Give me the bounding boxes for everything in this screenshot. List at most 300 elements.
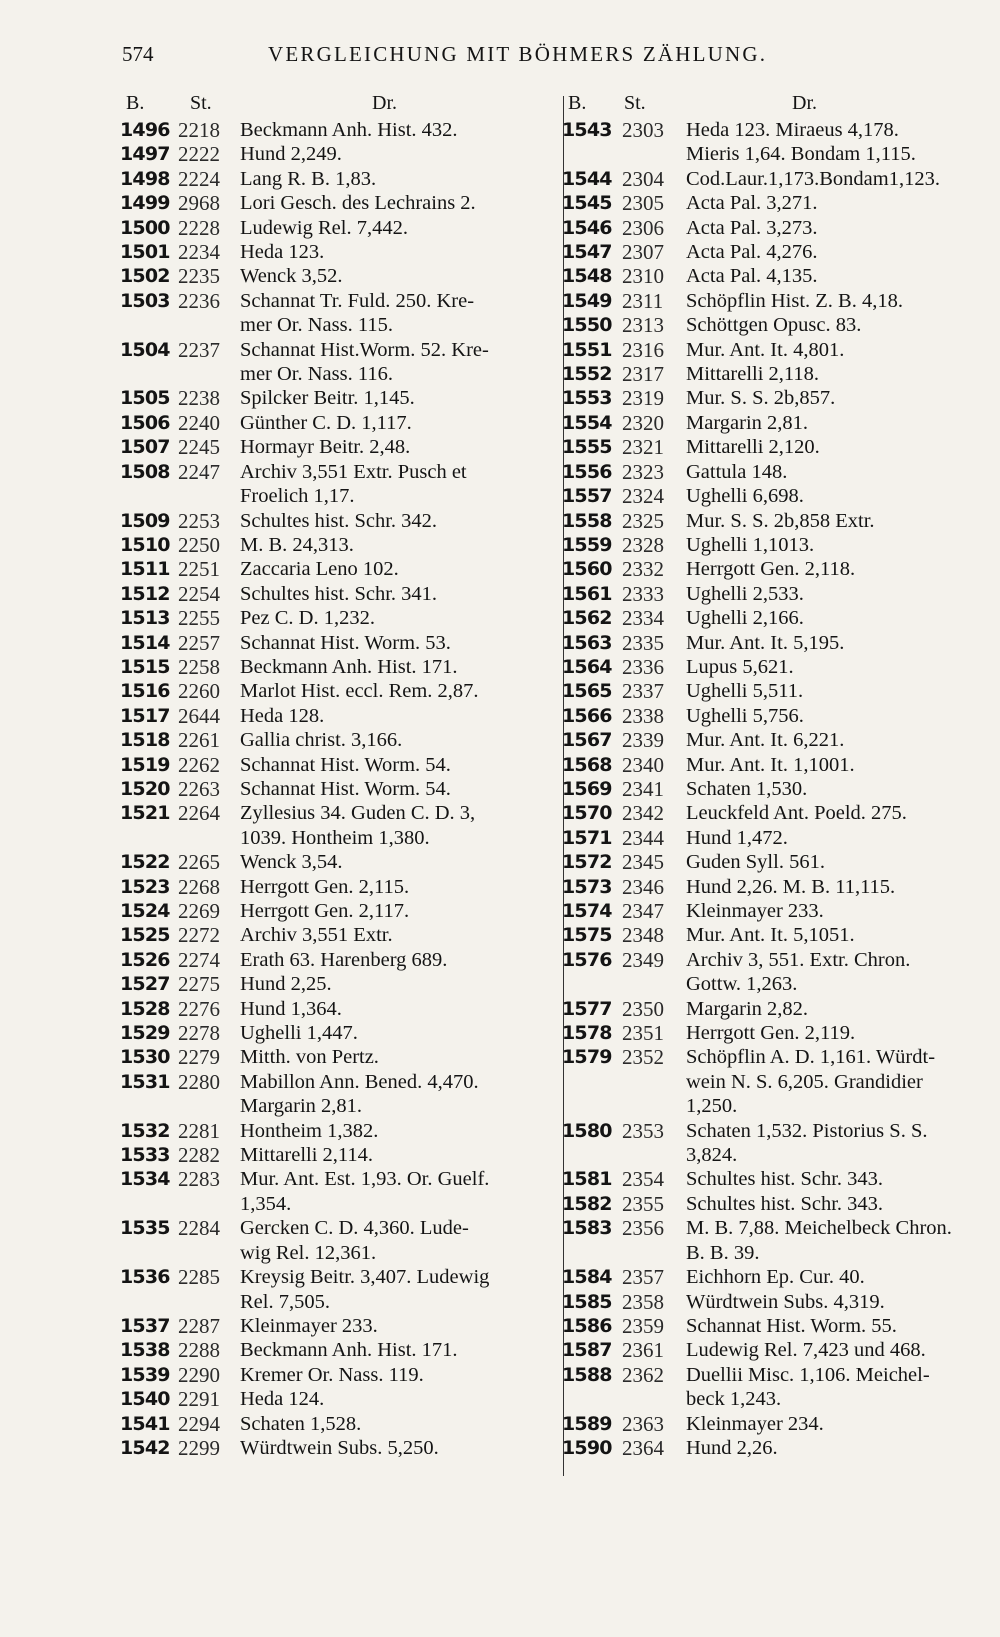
reference-text: Würdtwein Subs. 5,250.	[240, 1436, 439, 1459]
reference-text: Hund 2,25.	[240, 973, 332, 996]
reference-text: Lupus 5,621.	[686, 655, 794, 678]
list-item	[120, 411, 560, 435]
stumpf-number: 2261	[178, 728, 220, 753]
boehmer-number: 1522	[120, 851, 170, 874]
reference-text: Ughelli 2,533.	[686, 582, 804, 605]
boehmer-number: 1569	[562, 777, 612, 800]
reference-text: Schannat Hist. Worm. 54.	[240, 777, 451, 800]
boehmer-number: 1561	[562, 582, 612, 605]
stumpf-number: 2351	[622, 1021, 664, 1046]
list-item	[562, 362, 982, 386]
list-item	[120, 1216, 560, 1265]
reference-text: Mittarelli 2,114.	[240, 1144, 374, 1167]
stumpf-number: 2321	[622, 435, 664, 460]
stumpf-number: 2348	[622, 923, 664, 948]
boehmer-number: 1590	[562, 1436, 612, 1459]
list-item	[120, 679, 560, 703]
list-item	[562, 1167, 982, 1191]
stumpf-number: 2338	[622, 703, 664, 728]
stumpf-number: 2336	[622, 654, 664, 679]
boehmer-number: 1523	[120, 875, 170, 898]
list-item	[120, 923, 560, 947]
reference-text: Ughelli 1,447.	[240, 1022, 358, 1045]
boehmer-number: 1509	[120, 509, 170, 532]
reference-text: Herrgott Gen. 2,119.	[686, 1022, 856, 1045]
boehmer-number: 1551	[562, 338, 612, 361]
reference-text: Hund 2,249.	[240, 143, 342, 166]
boehmer-number: 1574	[562, 900, 612, 922]
boehmer-number: 1566	[562, 704, 612, 727]
list-item	[562, 1216, 982, 1265]
stumpf-number: 2303	[622, 118, 664, 142]
stumpf-number: 2276	[178, 996, 220, 1021]
reference-text: Lang R. B. 1,83.	[240, 167, 377, 190]
boehmer-number: 1584	[562, 1266, 612, 1289]
list-item	[120, 704, 560, 728]
boehmer-number: 1542	[120, 1436, 170, 1459]
reference-text: Acta Pal. 4,135.	[686, 265, 818, 288]
list-item	[562, 509, 982, 533]
stumpf-number: 2290	[178, 1362, 220, 1387]
stumpf-number: 2269	[178, 899, 220, 923]
boehmer-number: 1570	[562, 802, 612, 825]
stumpf-number: 2240	[178, 410, 220, 435]
boehmer-number: 1511	[120, 558, 170, 581]
boehmer-number: 1534	[120, 1168, 170, 1191]
stumpf-number: 2361	[622, 1338, 664, 1363]
list-item	[562, 631, 982, 655]
reference-text: Schultes hist. Schr. 343.	[686, 1192, 884, 1215]
stumpf-number: 2344	[622, 825, 664, 850]
stumpf-number: 2250	[178, 532, 220, 557]
stumpf-number: 2253	[178, 508, 220, 533]
reference-text: Mittarelli 2,118.	[686, 363, 820, 386]
reference-text: Ughelli 2,166.	[686, 607, 804, 630]
stumpf-number: 2320	[622, 410, 664, 435]
list-item	[562, 1338, 982, 1362]
stumpf-number: 2258	[178, 654, 220, 679]
stumpf-number: 2282	[178, 1143, 220, 1168]
stumpf-number: 2268	[178, 874, 220, 899]
reference-text: Schaten 1,532. Pistorius S. S. 3,824.	[686, 1119, 928, 1167]
stumpf-number: 2224	[178, 166, 220, 191]
list-item	[562, 386, 982, 410]
stumpf-number: 2257	[178, 630, 220, 655]
list-item	[562, 777, 982, 801]
reference-text: Günther C. D. 1,117.	[240, 411, 412, 434]
running-title: VERGLEICHUNG MIT BÖHMERS ZÄHLUNG.	[268, 42, 768, 66]
header-st: St.	[624, 92, 646, 114]
boehmer-number: 1510	[120, 533, 170, 556]
boehmer-number: 1567	[562, 729, 612, 752]
reference-text: Marlot Hist. eccl. Rem. 2,87.	[240, 680, 479, 703]
reference-text: Ughelli 5,756.	[686, 704, 804, 727]
boehmer-number: 1504	[120, 338, 170, 361]
stumpf-number: 2275	[178, 972, 220, 997]
list-item	[120, 435, 560, 459]
list-item	[120, 753, 560, 777]
boehmer-number: 1546	[562, 216, 612, 239]
stumpf-number: 2251	[178, 557, 220, 582]
reference-text: Wenck 3,52.	[240, 265, 343, 288]
list-item	[562, 191, 982, 215]
header-b: B.	[126, 92, 145, 114]
reference-text: Kreysig Beitr. 3,407. Ludewig Rel. 7,505.	[240, 1266, 490, 1313]
boehmer-number: 1532	[120, 1119, 170, 1142]
boehmer-number: 1549	[562, 289, 612, 312]
boehmer-number: 1587	[562, 1339, 612, 1362]
stumpf-number: 2340	[622, 752, 664, 777]
list-item	[562, 460, 982, 484]
list-item	[562, 753, 982, 777]
stumpf-number: 2279	[178, 1045, 220, 1070]
list-item	[562, 557, 982, 581]
boehmer-number: 1527	[120, 973, 170, 996]
boehmer-number: 1540	[120, 1388, 170, 1411]
boehmer-number: 1505	[120, 387, 170, 410]
reference-text: Margarin 2,82.	[686, 997, 809, 1020]
list-item	[120, 1387, 560, 1411]
reference-text: Schultes hist. Schr. 341.	[240, 582, 438, 605]
boehmer-number: 1521	[120, 802, 170, 825]
reference-text: Schannat Hist. Worm. 53.	[240, 631, 451, 654]
stumpf-number: 2342	[622, 801, 664, 826]
boehmer-number: 1586	[562, 1314, 612, 1337]
list-item	[562, 484, 982, 508]
list-item	[120, 191, 560, 215]
right-entry-list	[562, 118, 982, 1460]
reference-text: Heda 123. Miraeus 4,178. Mieris 1,64. Bondam 1,115.	[686, 119, 916, 166]
reference-text: Schannat Hist. Worm. 54.	[240, 753, 451, 776]
list-item	[120, 1412, 560, 1436]
list-item	[562, 1363, 982, 1412]
list-item	[120, 264, 560, 288]
reference-text: Lori Gesch. des Lechrains 2.	[240, 192, 476, 215]
reference-text: Schaten 1,530.	[686, 777, 808, 800]
stumpf-number: 2274	[178, 947, 220, 972]
boehmer-number: 1585	[562, 1290, 612, 1313]
boehmer-number: 1537	[120, 1314, 170, 1337]
stumpf-number: 2281	[178, 1118, 220, 1143]
boehmer-number: 1517	[120, 704, 170, 727]
reference-text: Hund 2,26. M. B. 11,115.	[686, 875, 896, 898]
boehmer-number: 1580	[562, 1119, 612, 1142]
stumpf-number: 2347	[622, 899, 664, 923]
boehmer-number: 1530	[120, 1046, 170, 1069]
list-item	[120, 533, 560, 557]
reference-text: Heda 124.	[240, 1388, 325, 1411]
list-item	[562, 1021, 982, 1045]
list-item	[562, 216, 982, 240]
reference-text: M. B. 24,313.	[240, 533, 354, 556]
stumpf-number: 2364	[622, 1435, 664, 1460]
header-dr: Dr.	[372, 92, 397, 114]
list-item	[562, 1045, 982, 1118]
boehmer-number: 1558	[562, 509, 612, 532]
boehmer-number: 1555	[562, 436, 612, 459]
stumpf-number: 2319	[622, 386, 664, 411]
reference-text: Schannat Tr. Fuld. 250. Kre- mer Or. Nass. 115.	[240, 289, 475, 337]
stumpf-number: 2245	[178, 435, 220, 460]
reference-text: Ludewig Rel. 7,423 und 468.	[686, 1339, 926, 1362]
boehmer-number: 1497	[120, 143, 170, 166]
reference-text: Heda 123.	[240, 241, 325, 264]
reference-text: Hund 1,364.	[240, 997, 342, 1020]
list-item	[120, 1021, 560, 1045]
boehmer-number: 1589	[562, 1412, 612, 1435]
reference-text: Gallia christ. 3,166.	[240, 729, 403, 752]
list-item	[120, 1265, 560, 1314]
stumpf-number: 2316	[622, 337, 664, 362]
stumpf-number: 2352	[622, 1045, 664, 1070]
reference-text: Schaten 1,528.	[240, 1412, 362, 1435]
reference-text: Zaccaria Leno 102.	[240, 558, 399, 581]
list-item	[562, 167, 982, 191]
stumpf-number: 2236	[178, 288, 220, 313]
stumpf-number: 2310	[622, 264, 664, 289]
reference-text: Schöpflin Hist. Z. B. 4,18.	[686, 289, 903, 312]
list-item	[120, 1070, 560, 1119]
reference-text: Zyllesius 34. Guden C. D. 3, 1039. Hontheim 1,380.	[240, 802, 476, 849]
stumpf-number: 2353	[622, 1118, 664, 1143]
list-item	[120, 631, 560, 655]
stumpf-number: 2335	[622, 630, 664, 655]
stumpf-number: 2363	[622, 1411, 664, 1436]
stumpf-number: 2356	[622, 1216, 664, 1241]
reference-text: Mitth. von Pertz.	[240, 1046, 379, 1069]
reference-text: Acta Pal. 3,273.	[686, 216, 818, 239]
boehmer-number: 1563	[562, 631, 612, 654]
list-item	[562, 728, 982, 752]
boehmer-number: 1528	[120, 997, 170, 1020]
boehmer-number: 1515	[120, 655, 170, 678]
reference-text: Schultes hist. Schr. 343.	[686, 1168, 884, 1191]
list-item	[120, 972, 560, 996]
list-item	[562, 118, 982, 167]
list-item	[120, 460, 560, 509]
list-item	[120, 118, 560, 142]
reference-text: Leuckfeld Ant. Poeld. 275.	[686, 802, 907, 825]
reference-text: Margarin 2,81.	[686, 411, 809, 434]
list-item	[120, 1167, 560, 1216]
list-item	[120, 948, 560, 972]
list-item	[562, 875, 982, 899]
reference-text: Mur. Ant. It. 1,1001.	[686, 753, 855, 776]
page-number: 574	[122, 42, 154, 66]
boehmer-number: 1583	[562, 1217, 612, 1240]
list-item	[120, 606, 560, 630]
list-item	[120, 216, 560, 240]
stumpf-number: 2359	[622, 1313, 664, 1338]
boehmer-number: 1538	[120, 1339, 170, 1362]
stumpf-number: 2305	[622, 191, 664, 216]
stumpf-number: 2349	[622, 947, 664, 972]
stumpf-number: 2304	[622, 166, 664, 191]
list-item	[120, 289, 560, 338]
boehmer-number: 1545	[562, 192, 612, 215]
list-item	[562, 435, 982, 459]
boehmer-number: 1575	[562, 924, 612, 947]
boehmer-number: 1588	[562, 1363, 612, 1386]
reference-text: Beckmann Anh. Hist. 432.	[240, 119, 458, 141]
list-item	[562, 679, 982, 703]
reference-text: Herrgott Gen. 2,118.	[686, 558, 856, 581]
boehmer-number: 1560	[562, 558, 612, 581]
list-item	[562, 1265, 982, 1289]
stumpf-number: 2264	[178, 801, 220, 826]
list-item	[562, 1290, 982, 1314]
reference-text: Schultes hist. Schr. 342.	[240, 509, 438, 532]
reference-text: Ludewig Rel. 7,442.	[240, 216, 408, 239]
stumpf-number: 2362	[622, 1362, 664, 1387]
list-item	[562, 313, 982, 337]
stumpf-number: 2354	[622, 1167, 664, 1192]
stumpf-number: 2332	[622, 557, 664, 582]
reference-text: Hontheim 1,382.	[240, 1119, 379, 1142]
boehmer-number: 1503	[120, 289, 170, 312]
list-item	[120, 655, 560, 679]
stumpf-number: 2968	[178, 191, 220, 216]
stumpf-number: 2280	[178, 1069, 220, 1094]
boehmer-number: 1536	[120, 1266, 170, 1289]
boehmer-number: 1572	[562, 851, 612, 874]
boehmer-number: 1529	[120, 1022, 170, 1045]
stumpf-number: 2307	[622, 240, 664, 265]
boehmer-number: 1526	[120, 948, 170, 971]
stumpf-number: 2334	[622, 606, 664, 631]
left-entry-list	[120, 118, 560, 1460]
boehmer-number: 1520	[120, 777, 170, 800]
stumpf-number: 2285	[178, 1265, 220, 1290]
list-item	[562, 801, 982, 825]
stumpf-number: 2222	[178, 142, 220, 167]
reference-text: Mittarelli 2,120.	[686, 436, 820, 459]
stumpf-number: 2272	[178, 923, 220, 948]
boehmer-number: 1498	[120, 167, 170, 190]
reference-text: Herrgott Gen. 2,115.	[240, 875, 410, 898]
stumpf-number: 2337	[622, 679, 664, 704]
list-item	[120, 509, 560, 533]
reference-text: Ughelli 5,511.	[686, 680, 804, 703]
stumpf-number: 2299	[178, 1435, 220, 1460]
header-st: St.	[190, 92, 212, 114]
reference-text: Eichhorn Ep. Cur. 40.	[686, 1266, 865, 1289]
list-item	[120, 142, 560, 166]
stumpf-number: 2262	[178, 752, 220, 777]
boehmer-number: 1524	[120, 900, 170, 922]
list-item	[562, 655, 982, 679]
list-item	[120, 997, 560, 1021]
stumpf-number: 2350	[622, 996, 664, 1021]
list-item	[562, 1436, 982, 1460]
stumpf-number: 2345	[622, 850, 664, 875]
reference-text: Cod.Laur.1,173.Bondam1,123.	[686, 167, 940, 190]
stumpf-number: 2228	[178, 215, 220, 240]
reference-text: Mur. S. S. 2b,857.	[686, 387, 836, 410]
boehmer-number: 1543	[562, 119, 612, 141]
reference-text: Ughelli 1,1013.	[686, 533, 815, 556]
stumpf-number: 2287	[178, 1313, 220, 1338]
boehmer-number: 1548	[562, 265, 612, 288]
reference-text: Archiv 3, 551. Extr. Chron. Gottw. 1,263.	[686, 948, 911, 996]
list-item	[562, 826, 982, 850]
stumpf-number: 2265	[178, 850, 220, 875]
reference-text: Acta Pal. 3,271.	[686, 192, 818, 215]
list-item	[562, 533, 982, 557]
reference-text: Schöpflin A. D. 1,161. Würdt- wein N. S. 6,205. Grandidier 1,250.	[686, 1046, 936, 1118]
list-item	[562, 923, 982, 947]
list-item	[120, 1363, 560, 1387]
list-item	[562, 704, 982, 728]
boehmer-number: 1565	[562, 680, 612, 703]
stumpf-number: 2346	[622, 874, 664, 899]
list-item	[120, 386, 560, 410]
reference-text: Gercken C. D. 4,360. Lude- wig Rel. 12,361.	[240, 1217, 469, 1264]
reference-text: Schannat Hist.Worm. 52. Kre- mer Or. Nass. 116.	[240, 338, 489, 386]
reference-text: Mur. Ant. It. 5,1051.	[686, 924, 855, 947]
list-item	[120, 850, 560, 874]
stumpf-number: 2311	[622, 288, 664, 313]
list-item	[120, 240, 560, 264]
list-item	[562, 899, 982, 923]
list-item	[562, 1119, 982, 1168]
boehmer-number: 1571	[562, 826, 612, 849]
reference-text: M. B. 7,88. Meichelbeck Chron. B. B. 39.	[686, 1217, 952, 1264]
reference-text: Ughelli 6,698.	[686, 485, 804, 508]
reference-text: Kremer Or. Nass. 119.	[240, 1363, 424, 1386]
boehmer-number: 1578	[562, 1022, 612, 1045]
reference-text: Beckmann Anh. Hist. 171.	[240, 655, 458, 678]
stumpf-number: 2263	[178, 776, 220, 801]
reference-text: Kleinmayer 233.	[686, 900, 824, 922]
boehmer-number: 1562	[562, 607, 612, 630]
list-item	[562, 338, 982, 362]
boehmer-number: 1552	[562, 363, 612, 386]
boehmer-number: 1496	[120, 119, 170, 141]
reference-text: Mabillon Ann. Bened. 4,470. Margarin 2,81.	[240, 1070, 479, 1118]
boehmer-number: 1502	[120, 265, 170, 288]
stumpf-number: 2339	[622, 728, 664, 753]
list-item	[120, 1314, 560, 1338]
reference-text: Mur. Ant. Est. 1,93. Or. Guelf. 1,354.	[240, 1168, 490, 1215]
list-item	[562, 948, 982, 997]
reference-text: Hund 2,26.	[686, 1436, 778, 1459]
list-item	[562, 1314, 982, 1338]
reference-text: Spilcker Beitr. 1,145.	[240, 387, 415, 410]
boehmer-number: 1576	[562, 948, 612, 971]
list-item	[562, 240, 982, 264]
boehmer-number: 1564	[562, 655, 612, 678]
boehmer-number: 1516	[120, 680, 170, 703]
reference-text: Gattula 148.	[686, 460, 788, 483]
stumpf-number: 2317	[622, 362, 664, 387]
list-item	[120, 1338, 560, 1362]
left-column	[120, 92, 560, 1460]
boehmer-number: 1533	[120, 1144, 170, 1167]
boehmer-number: 1501	[120, 241, 170, 264]
stumpf-number: 2291	[178, 1387, 220, 1412]
stumpf-number: 2294	[178, 1411, 220, 1436]
list-item	[120, 582, 560, 606]
boehmer-number: 1557	[562, 485, 612, 508]
stumpf-number: 2254	[178, 581, 220, 606]
reference-text: Kleinmayer 234.	[686, 1412, 824, 1435]
boehmer-number: 1559	[562, 533, 612, 556]
stumpf-number: 2358	[622, 1289, 664, 1314]
stumpf-number: 2324	[622, 484, 664, 509]
stumpf-number: 2260	[178, 679, 220, 704]
boehmer-number: 1518	[120, 729, 170, 752]
